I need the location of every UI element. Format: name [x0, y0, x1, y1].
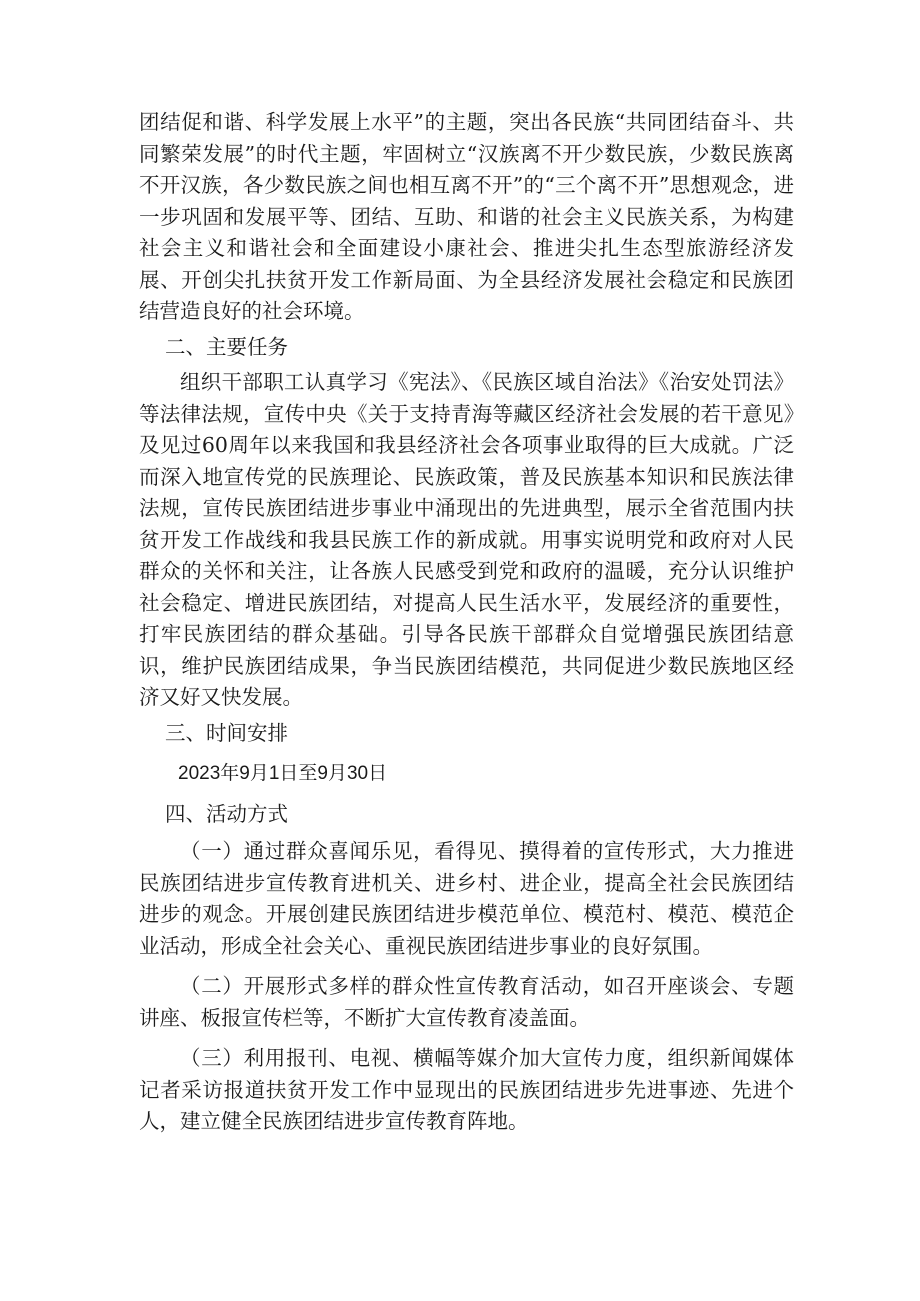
paragraph-main-tasks: 组织干部职工认真学习《宪法》、《民族区域自治法》《治安处罚法》等法律法规，宣传中央《关于支持青海等藏区经济社会发展的若干意见》及见过60周年以来我国和我县经济社会各项事业取得的巨大成就。广泛而深入地宣传党的民族理论、民族政策，普及民族基本知识和民族法律法规，宣传民族团结进步事业中涌现出的先进典型，展示全省范围内扶贫开发工作战线和我县民族工作的新成就。用事实说明党和政府对人民群众的关怀和关注，让各族人民感受到党和政府的温暖，充分认识维护社会稳定、增进民族团结，对提高人民生活水平，发展经济的重要性，打牢民族团结的群众基础。引导各民族干部群众自觉增强民族团结意识，维护民族团结成果，争当民族团结模范，共同促进少数民族地区经济又好又快发展。: [139, 370, 794, 709]
paragraph-method-3: （三）利用报刊、电视、横幅等媒介加大宣传力度，组织新闻媒体记者采访报道扶贫开发工作中显现出的民族团结进步先进事迹、先进个人，建立健全民族团结进步宣传教育阵地。: [139, 1046, 794, 1133]
paragraph-method-1: （一）通过群众喜闻乐见，看得见、摸得着的宣传形式，大力推进民族团结进步宣传教育进机关、进乡村、进企业，提高全社会民族团结进步的观念。开展创建民族团结进步模范单位、模范村、模范、模范企业活动，形成全社会关心、重视民族团结进步事业的良好氛围。: [139, 839, 794, 958]
heading-activity-methods: 四、活动方式: [165, 801, 288, 826]
paragraph-theme: 团结促和谐、科学发展上水平”的主题，突出各民族“共同团结奋斗、共同繁荣发展”的时代主题，牢固树立“汉族离不开少数民族，少数民族离不开汉族，各少数民族之间也相互离不开”的“三个离不开”思想观念，进一步巩固和发展平等、团结、互助、和谐的社会主义民族关系，为构建社会主义和谐社会和全面建设小康社会、推进尖扎生态型旅游经济发展、开创尖扎扶贫开发工作新局面、为全县经济发展社会稳定和民族团结营造良好的社会环境。: [139, 110, 794, 323]
document-page: [139, 107, 794, 1138]
paragraph-method-2: （二）开展形式多样的群众性宣传教育活动，如召开座谈会、专题讲座、板报宣传栏等，不断扩大宣传教育凌盖面。: [139, 974, 794, 1030]
heading-main-tasks: 二、主要任务: [165, 334, 288, 359]
heading-schedule: 三、时间安排: [165, 720, 288, 745]
schedule-date: 2023年9月1日至9月30日: [178, 763, 388, 784]
